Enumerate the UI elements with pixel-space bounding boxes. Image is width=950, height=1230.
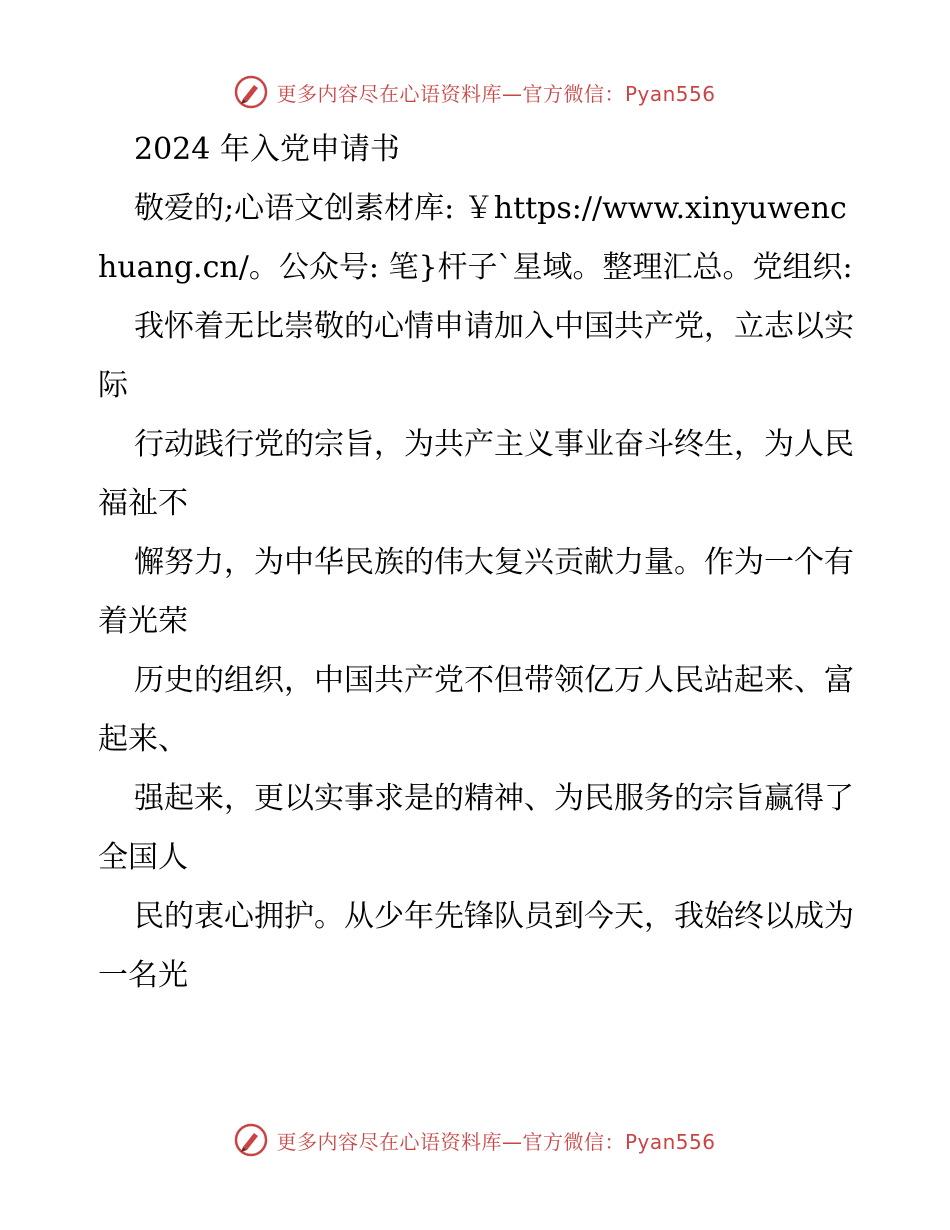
watermark-text: 更多内容尽在心语资料库—官方微信：Pyan556 [276, 81, 716, 106]
body-paragraph: 懈努力，为中华民族的伟大复兴贡献力量。作为一个有着光荣 [98, 545, 854, 639]
body-paragraph: 民的衷心拥护。从少年先锋队员到今天，我始终以成为一名光 [98, 899, 854, 993]
watermark-banner-top [0, 70, 950, 114]
body-paragraph: 强起来，更以实事求是的精神、为民服务的宗旨赢得了全国人 [98, 781, 854, 875]
document-title: 2024 年入党申请书 [134, 132, 400, 167]
body-paragraph: 行动践行党的宗旨，为共产主义事业奋斗终生，为人民福祉不 [98, 427, 854, 521]
pen-seal-logo-icon [234, 75, 268, 109]
pen-seal-logo-icon [234, 1123, 268, 1157]
body-paragraph: 历史的组织，中国共产党不但带领亿万人民站起来、富起来、 [98, 663, 854, 757]
watermark-banner-bottom [0, 1118, 950, 1162]
body-paragraph: 我怀着无比崇敬的心情申请加入中国共产党，立志以实际 [98, 309, 854, 403]
salutation-paragraph: 敬爱的;心语文创素材库: ￥https://www.xinyuwenchuang.cn/。公众号: 笔}杆子`星域。整理汇总。党组织: [98, 191, 853, 285]
watermark-text: 更多内容尽在心语资料库—官方微信：Pyan556 [276, 1129, 716, 1154]
document-body [98, 120, 858, 1005]
